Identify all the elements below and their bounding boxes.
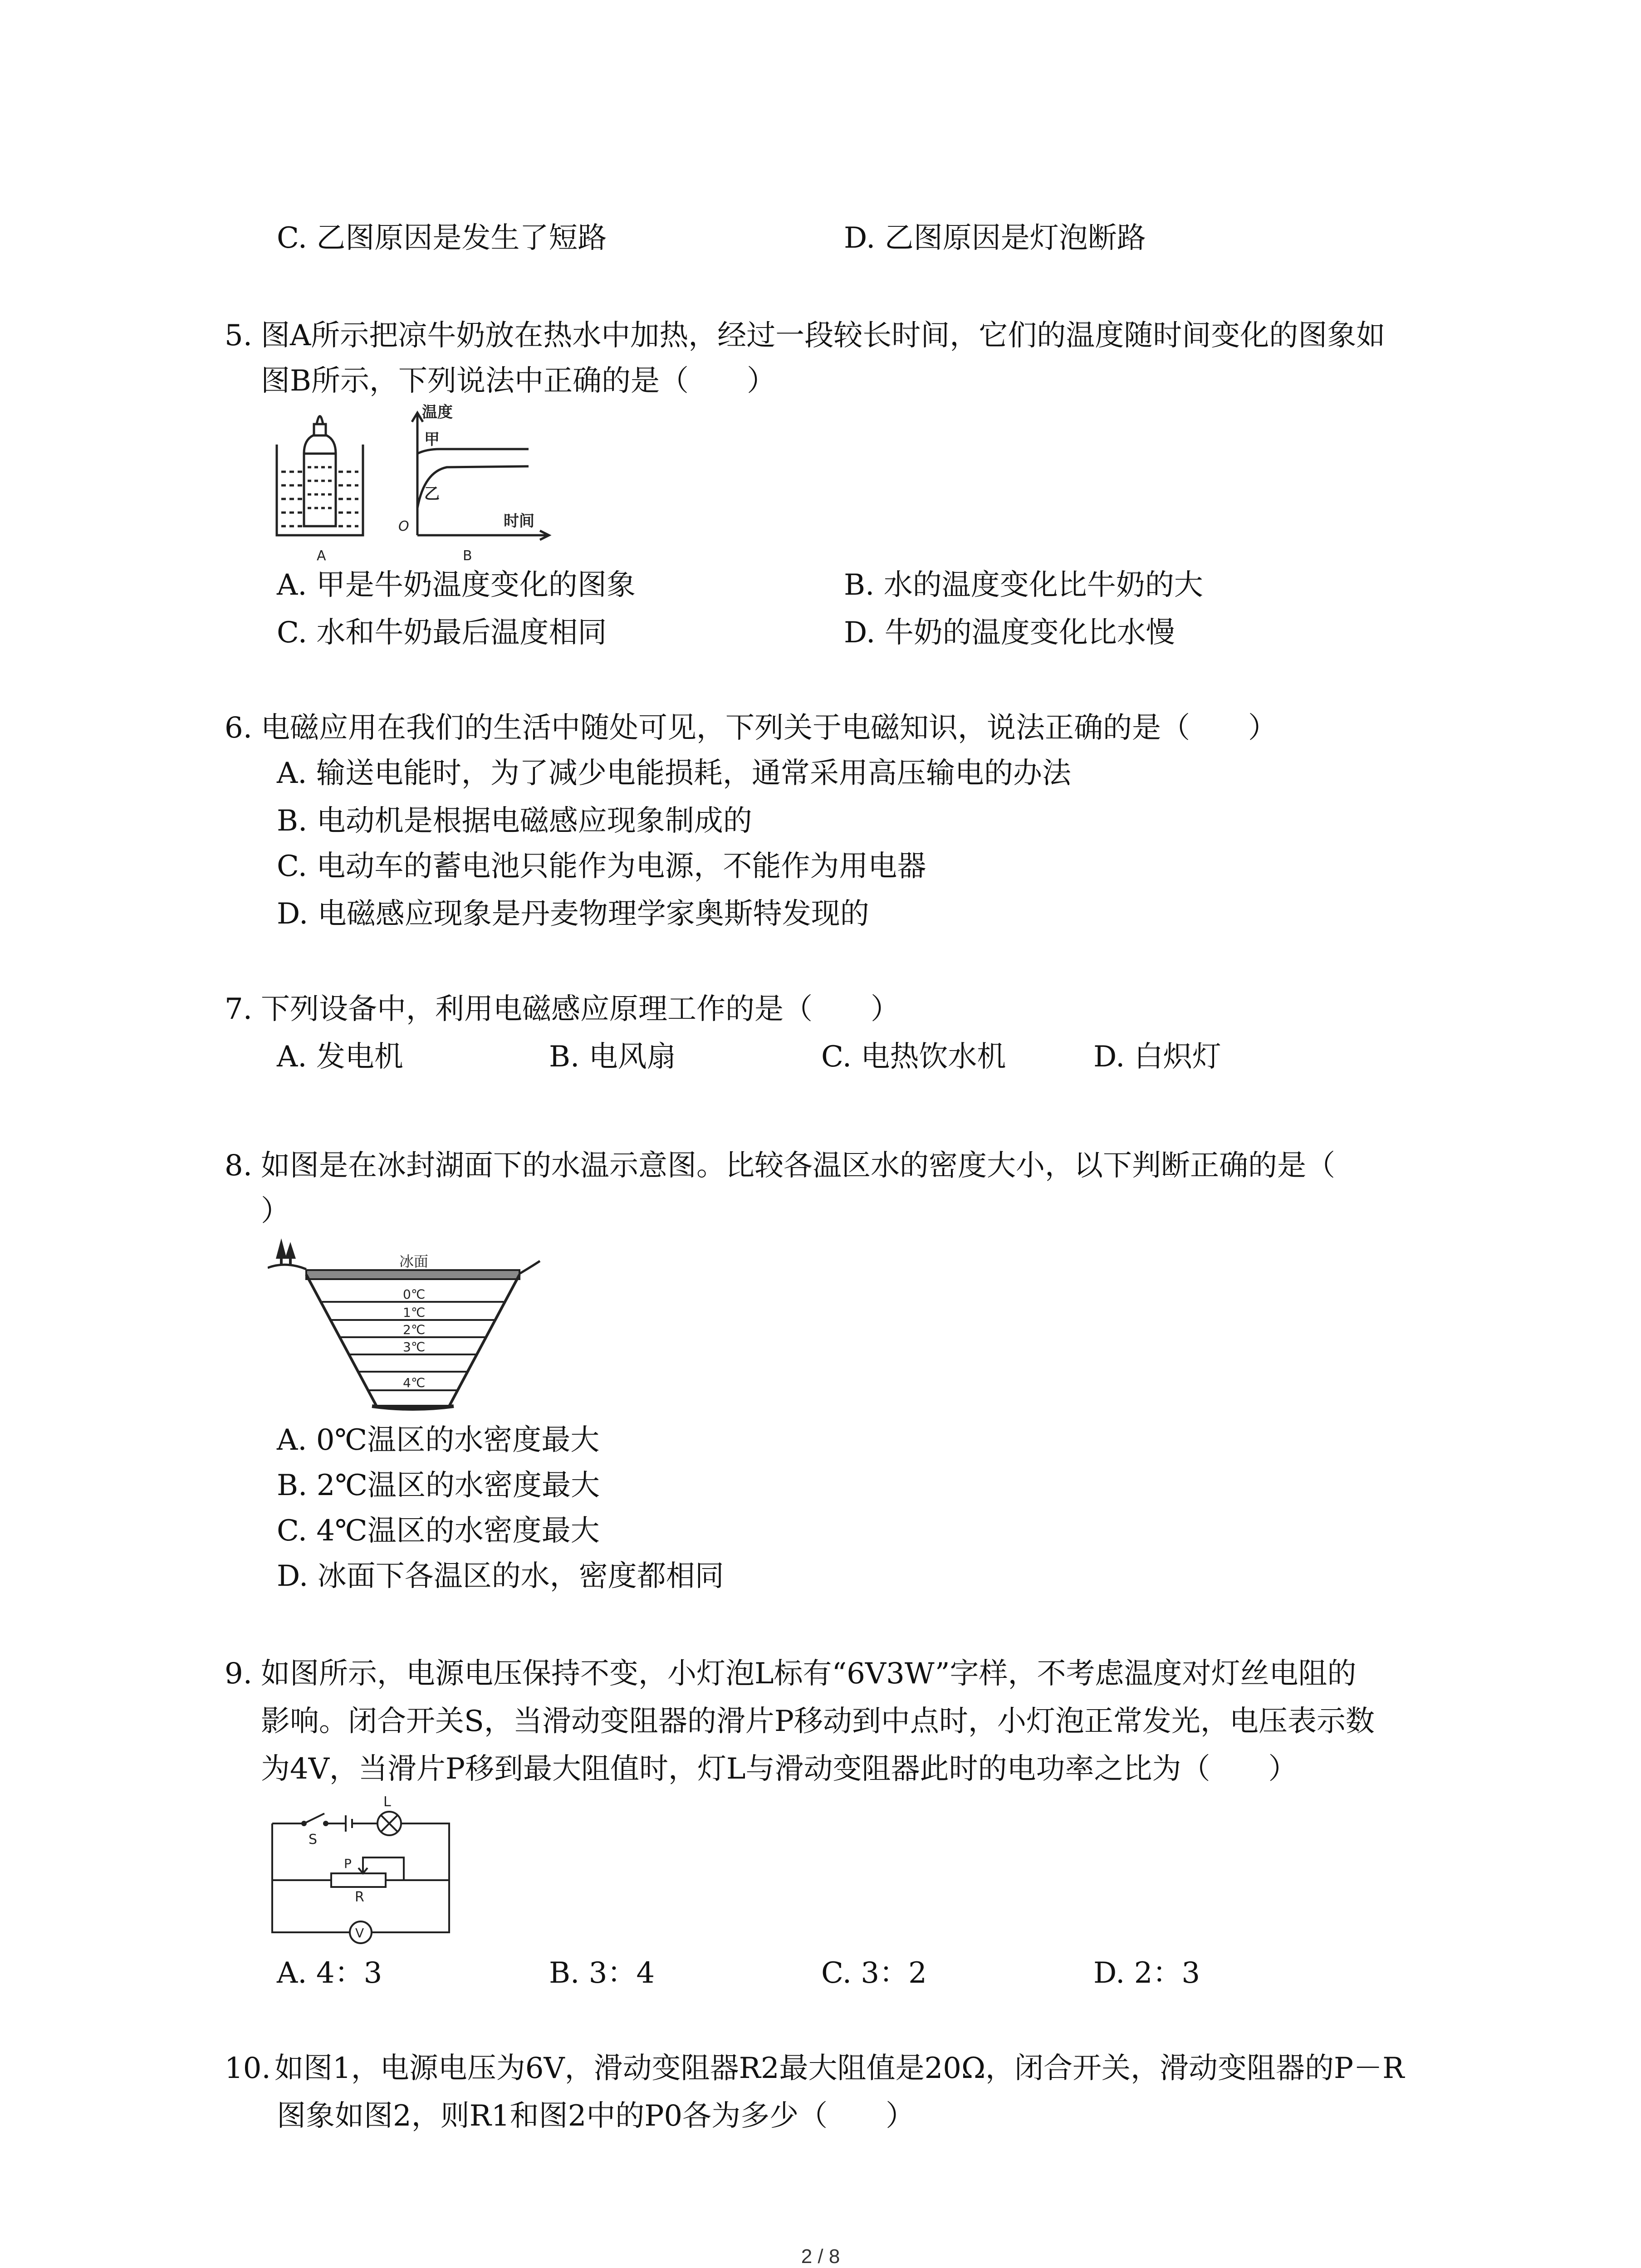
q6-option-d: D. 电磁感应现象是丹麦物理学家奥斯特发现的: [277, 897, 869, 931]
q8-option-d: D. 冰面下各温区的水，密度都相同: [277, 1559, 724, 1593]
q8-layer-4: 4℃: [403, 1375, 426, 1390]
q7-option-c: C. 电热饮水机: [821, 1040, 1006, 1074]
q5-number: 5.: [225, 319, 253, 352]
q5-stem-line1: [225, 313, 1385, 358]
q9-circuit-figure: [268, 1796, 458, 1946]
q8-ice-layer: [306, 1270, 519, 1279]
q9-option-c: C. 3：2: [821, 1956, 927, 1990]
q6-option-c: C. 电动车的蓄电池只能作为电源，不能作为用电器: [277, 850, 926, 883]
page-number: 2 / 8: [801, 2245, 840, 2268]
q9-label-v: V: [355, 1926, 364, 1941]
q7-number: 7.: [225, 992, 253, 1026]
q8-layer-3: 3℃: [403, 1339, 426, 1354]
q7-option-a: A. 发电机: [277, 1040, 403, 1074]
q5-fig-b-ylabel: 温度: [422, 404, 453, 421]
q7-stem-text: 下列设备中，利用电磁感应原理工作的是（ ）: [261, 992, 900, 1026]
q9-label-s: S: [309, 1832, 318, 1848]
q9-label-r: R: [355, 1889, 364, 1905]
q5-fig-a-label: A: [317, 548, 326, 564]
q5-fig-a-beaker: [277, 416, 363, 536]
q5-fig-b-series-jia: 甲: [424, 430, 440, 449]
q8-number: 8.: [225, 1149, 253, 1183]
q9-number: 9.: [225, 1657, 253, 1691]
q8-lake-figure: [268, 1234, 558, 1415]
q5-stem-line2: 图B所示，下列说法中正确的是（ ）: [261, 364, 776, 398]
q5-curve-jia: [417, 449, 529, 454]
q8-stem-text-1: 如图是在冰封湖面下的水温示意图。比较各温区水的密度大小，以下判断正确的是（: [261, 1149, 1335, 1183]
prev-option-d: D. 乙图原因是灯泡断路: [844, 221, 1146, 255]
q5-fig-b-xlabel: 时间: [504, 512, 534, 530]
q7-option-d: D. 白炽灯: [1093, 1040, 1221, 1074]
q5-fig-b-series-yi: 乙: [424, 485, 440, 503]
q5-option-b: B. 水的温度变化比牛奶的大: [844, 568, 1203, 602]
q8-layer-2: 2℃: [403, 1322, 426, 1337]
q5-fig-b-caption: B: [463, 548, 472, 564]
q8-layer-0: 0℃: [403, 1287, 426, 1302]
tree-icon: [276, 1238, 296, 1266]
q8-option-a: A. 0℃温区的水密度最大: [277, 1423, 600, 1457]
q8-stem-line2: ）: [261, 1194, 290, 1228]
q6-option-a: A. 输送电能时，为了减少电能损耗，通常采用高压输电的办法: [277, 757, 1071, 790]
q9-option-a: A. 4：3: [277, 1956, 382, 1990]
q9-stem-text-1: 如图所示，电源电压保持不变，小灯泡L标有“6V3W”字样，不考虑温度对灯丝电阻的: [261, 1657, 1357, 1691]
q5-fig-b-origin: O: [398, 518, 409, 534]
q9-stem-line3: 为4V，当滑片P移到最大阻值时，灯L与滑动变阻器此时的电功率之比为（ ）: [261, 1752, 1298, 1786]
q10-stem-line2: 图象如图2，则R1和图2中的P0各为多少（ ）: [277, 2099, 915, 2133]
q6-option-b: B. 电动机是根据电磁感应现象制成的: [277, 804, 752, 838]
q5-figure: [268, 404, 585, 567]
q5-option-a: A. 甲是牛奶温度变化的图象: [277, 568, 636, 602]
q9-option-d: D. 2：3: [1093, 1956, 1200, 1990]
q5-option-c: C. 水和牛奶最后温度相同: [277, 616, 607, 650]
q7-option-b: B. 电风扇: [549, 1040, 676, 1074]
q9-switch: [304, 1813, 324, 1823]
q8-option-b: B. 2℃温区的水密度最大: [277, 1469, 600, 1502]
q8-layer-1: 1℃: [403, 1305, 426, 1320]
q6-stem-text: 电磁应用在我们的生活中随处可见，下列关于电磁知识，说法正确的是（ ）: [261, 711, 1277, 745]
q5-option-d: D. 牛奶的温度变化比水慢: [844, 616, 1175, 650]
q10-stem-text-1: 如图1，电源电压为6V，滑动变阻器R2最大阻值是20Ω，闭合开关，滑动变阻器的P－R: [274, 2052, 1405, 2085]
q9-label-l: L: [383, 1796, 391, 1810]
q8-ice-label: 冰面: [399, 1253, 429, 1270]
prev-option-c: C. 乙图原因是发生了短路: [277, 221, 607, 255]
q8-stem-line1: [225, 1143, 1335, 1188]
q9-stem-line2: 影响。闭合开关S，当滑动变阻器的滑片P移动到中点时，小灯泡正常发光，电压表示数: [261, 1705, 1375, 1738]
q9-label-p: P: [344, 1856, 352, 1871]
q8-option-c: C. 4℃温区的水密度最大: [277, 1514, 600, 1548]
q10-number: 10.: [225, 2052, 271, 2085]
q9-resistor: [331, 1873, 386, 1887]
q9-slider: [363, 1857, 404, 1880]
q9-stem-line1: [225, 1651, 1357, 1696]
q7-stem: [225, 987, 900, 1032]
q6-stem: [225, 705, 1277, 751]
q9-option-b: B. 3：4: [549, 1956, 655, 1990]
q5-stem-text-1: 图A所示把凉牛奶放在热水中加热，经过一段较长时间，它们的温度随时间变化的图象如: [261, 319, 1386, 352]
q6-number: 6.: [225, 711, 253, 745]
q10-stem-line1: [225, 2046, 1404, 2091]
